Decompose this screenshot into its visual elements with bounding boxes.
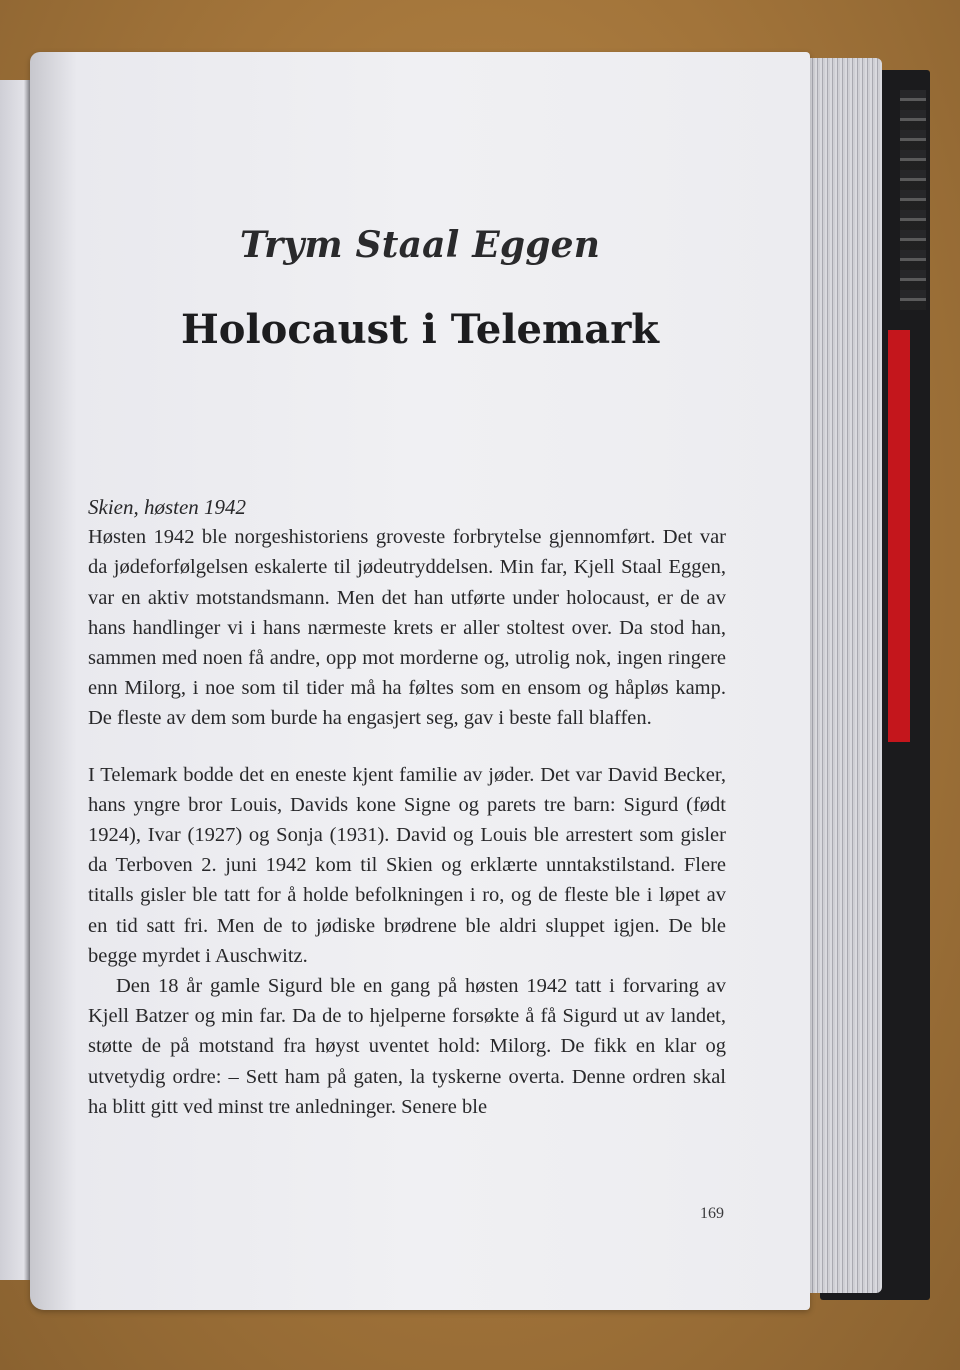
section-heading: Skien, høsten 1942 [88,495,247,519]
cover-red-band [888,330,910,742]
page-number: 169 [700,1205,724,1222]
left-page-edge [0,80,34,1280]
page-edges [800,58,882,1293]
chapter-body [88,492,726,1122]
book-page [30,52,810,1310]
paragraph-2: I Telemark bodde det en eneste kjent familie av jøder. Det var David Becker, hans yngre bror Louis, Davids kone Signe og parets tre barn: Sigurd (født 1924), Ivar (1927) og Sonja (1931). David og Louis ble arrestert som gisler da Terboven 2. juni 1942 kom til Skien og erklærte unntakstilstand. Flere titalls gisler ble tatt for å holde befolkningen i ro, og de fleste ble i løpet av en tid satt fri. Men de to jødiske brødrene ble aldri sluppet igjen. De ble begge myrdet i Auschwitz. [88,763,726,967]
chapter-author: Trym Staal Eggen [239,224,601,266]
cover-artwork [900,90,926,310]
chapter-title: Holocaust i Telemark [180,306,660,353]
paragraph-1: Høsten 1942 ble norgeshistoriens groveste forbrytelse gjennomført. Det var da jødeforfølgelsen eskalerte til jødeutryddelsen. Min far, Kjell Staal Eggen, var en aktiv motstandsmann. Men det han utførte under holocaust, er de av hans handlinger vi i hans nærmeste krets er aller stoltest over. Da stod han, sammen med noen få andre, opp mot morderne og, utrolig nok, ingen ringere enn Milorg, i noe som til tider må ha føltes som en ensom og håpløs kamp. De fleste av dem som burde ha engasjert seg, gav i beste fall blaffen. [88,526,726,730]
paragraph-3: Den 18 år gamle Sigurd ble en gang på høsten 1942 tatt i forvaring av Kjell Batzer og min far. Da de to hjelperne forsøkte å få Sigurd ut av landet, støtte de på motstand fra høyst uventet hold: Milorg. De fikk en klar og utvetydig ordre: – Sett ham på gaten, la tyskerne overta. Denne ordren skal ha blitt gitt ved minst tre anledninger. Senere ble [88,975,726,1118]
